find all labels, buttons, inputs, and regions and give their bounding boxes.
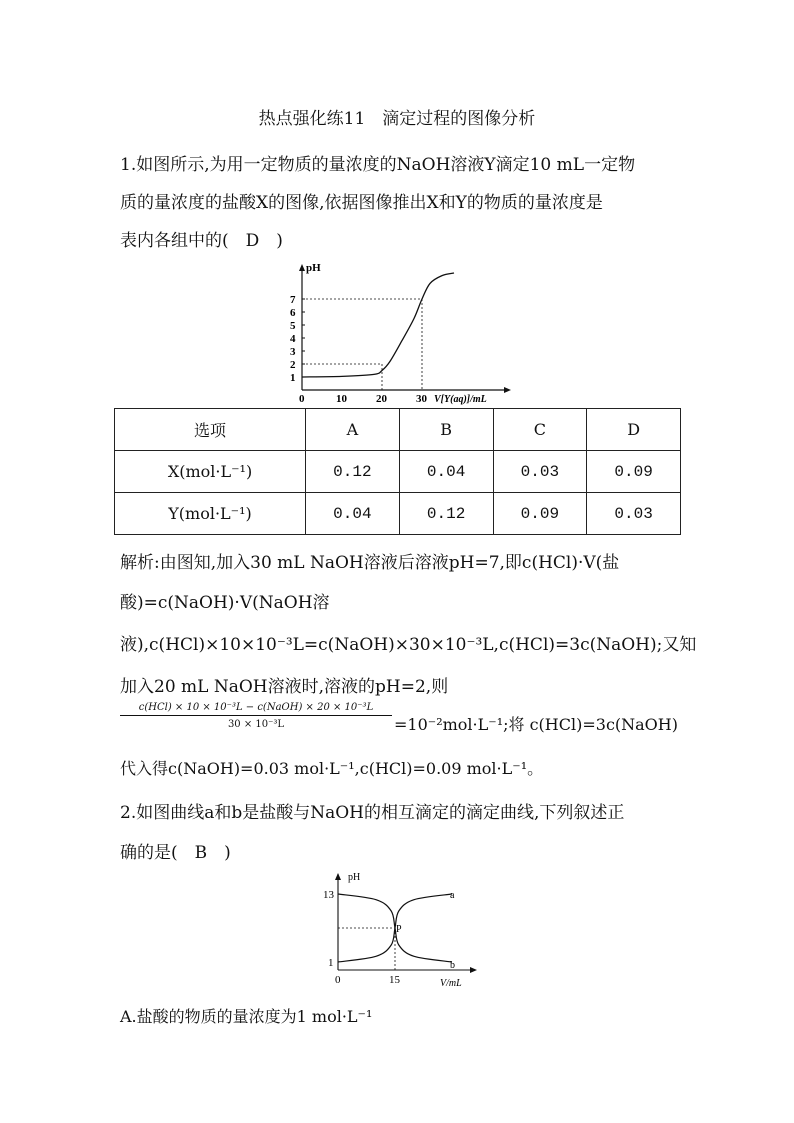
x-tick-label: 0 <box>299 393 305 405</box>
y-tick-label: 2 <box>290 359 296 371</box>
analysis-line-1: 解析:由图知,加入30 mL NaOH溶液后溶液pH=7,即c(HCl)·V(盐 <box>120 553 620 573</box>
table-cell: 0.03 <box>493 451 587 493</box>
y-tick-label: 1 <box>328 957 334 969</box>
table-header-row <box>115 409 681 451</box>
table-cell: Y(mol·L⁻¹) <box>115 493 306 535</box>
y-tick-label: 7 <box>290 294 296 306</box>
x-axis-arrow <box>504 387 511 393</box>
fraction-numerator: c(HCl) × 10 × 10⁻³L − c(NaOH) × 20 × 10⁻³L <box>120 702 392 716</box>
option-a: A.盐酸的物质的量浓度为1 mol·L⁻¹ <box>120 1007 373 1026</box>
ph-curve <box>302 273 454 377</box>
table-cell: 0.04 <box>306 493 400 535</box>
titration-chart-1 <box>280 258 520 408</box>
titration-chart-2 <box>312 866 482 992</box>
table-cell: 0.12 <box>399 493 493 535</box>
analysis-line-4: 加入20 mL NaOH溶液时,溶液的pH=2,则 <box>120 677 449 697</box>
y-tick-label: 5 <box>290 320 296 332</box>
table-cell: 0.03 <box>587 493 681 535</box>
x-tick-label: 20 <box>376 393 387 405</box>
y-axis-label: pH <box>348 872 361 883</box>
y-tick-label: 3 <box>290 346 296 358</box>
y-tick-label: 1 <box>290 372 296 384</box>
fraction-denominator: 30 × 10⁻³L <box>227 719 285 730</box>
fraction-expression <box>120 702 392 730</box>
y-axis-label: pH <box>306 262 321 274</box>
x-axis-label: V/mL <box>440 978 462 989</box>
table-header-cell: C <box>493 409 587 451</box>
table-header-cell: 选项 <box>115 409 306 451</box>
table-cell: 0.09 <box>587 451 681 493</box>
x-tick-label: 10 <box>336 393 347 405</box>
table-row <box>115 451 681 493</box>
x-axis-arrow <box>470 967 477 973</box>
options-table <box>114 408 681 535</box>
y-axis-arrow <box>335 873 341 880</box>
table-cell: X(mol·L⁻¹) <box>115 451 306 493</box>
curve-b-label: b <box>450 960 455 971</box>
y-axis-arrow <box>299 264 305 271</box>
table-row <box>115 493 681 535</box>
analysis-conclusion: 代入得c(NaOH)=0.03 mol·L⁻¹,c(HCl)=0.09 mol·L⁻¹。 <box>120 759 544 778</box>
question-1-line-2: 质的量浓度的盐酸X的图像,依据图像推出X和Y的物质的量浓度是 <box>120 193 603 213</box>
y-tick-label: 13 <box>323 889 334 901</box>
point-p-label: P <box>396 924 402 935</box>
page-title: 热点强化练11 滴定过程的图像分析 <box>258 109 536 129</box>
table-header-cell: A <box>306 409 400 451</box>
y-tick-label: 4 <box>290 333 296 345</box>
x-axis-label: V[Y(aq)]/mL <box>434 394 487 405</box>
table-header-cell: D <box>587 409 681 451</box>
x-tick-label: 30 <box>416 393 427 405</box>
analysis-line-2: 酸)=c(NaOH)·V(NaOH溶 <box>120 593 330 613</box>
question-1-line-1: 1.如图所示,为用一定物质的量浓度的NaOH溶液Y滴定10 mL一定物 <box>120 155 636 175</box>
y-tick-label: 6 <box>290 307 296 319</box>
analysis-line-3: 液),c(HCl)×10×10⁻³L=c(NaOH)×30×10⁻³L,c(HCl)=3c(NaOH);又知 <box>120 635 697 655</box>
curve-a-label: a <box>450 890 455 901</box>
question-1-line-3: 表内各组中的( D ) <box>120 231 283 251</box>
question-2-line-2: 确的是( B ) <box>120 843 231 863</box>
x-tick-label: 0 <box>335 974 341 986</box>
table-cell: 0.12 <box>306 451 400 493</box>
x-tick-label: 15 <box>389 974 400 986</box>
fraction-result: =10⁻²mol·L⁻¹;将 c(HCl)=3c(NaOH) <box>394 715 678 734</box>
table-cell: 0.04 <box>399 451 493 493</box>
table-cell: 0.09 <box>493 493 587 535</box>
table-header-cell: B <box>399 409 493 451</box>
question-2-line-1: 2.如图曲线a和b是盐酸与NaOH的相互滴定的滴定曲线,下列叙述正 <box>120 803 625 823</box>
